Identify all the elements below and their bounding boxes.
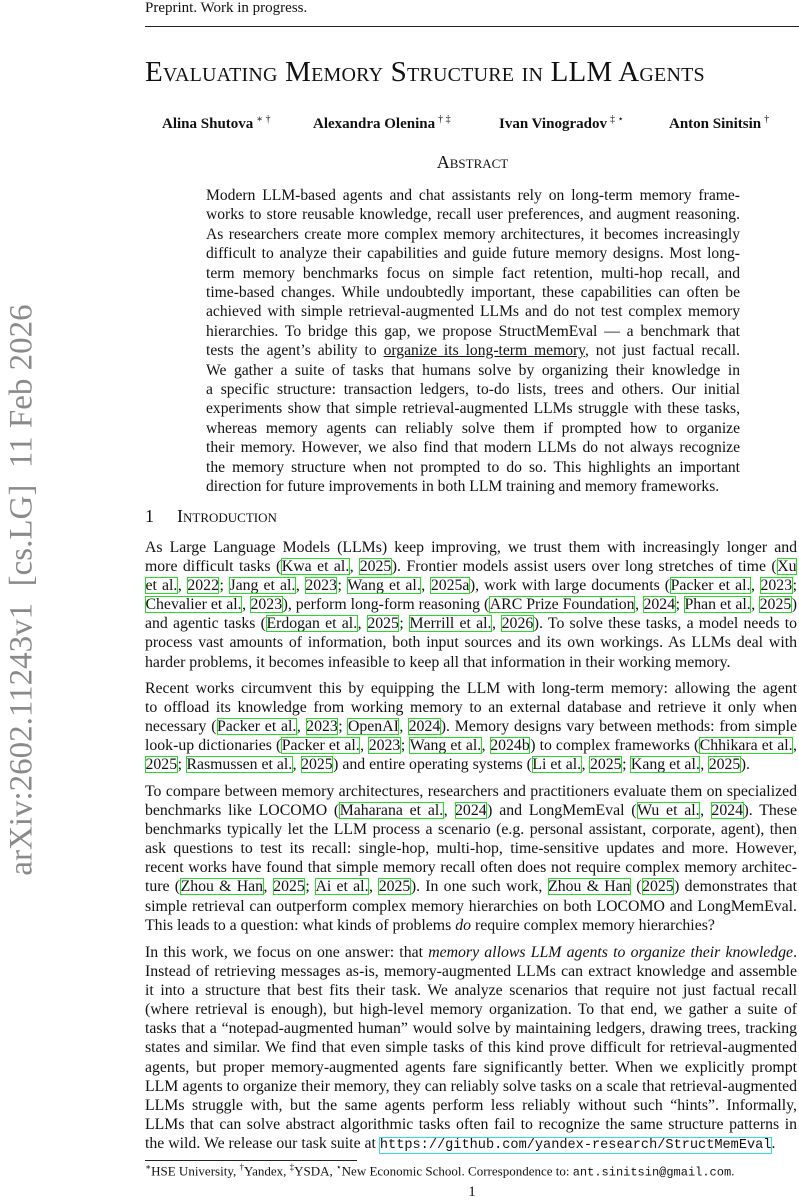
arxiv-identifier-stamp: arXiv:2602.11243v1 [cs.LG] 11 Feb 2026 (3, 304, 40, 876)
text-run: In this work, we focus on one answer: that (145, 944, 429, 961)
citation-link[interactable]: Wu et al. (637, 802, 700, 820)
author-name: Alina Shutova (162, 116, 254, 132)
text-run: , (700, 756, 709, 774)
text-run: , (349, 558, 360, 576)
citation-link[interactable]: 2026 (501, 615, 534, 633)
citation-link[interactable]: 2024 (408, 718, 441, 736)
citation-link[interactable]: 2023 (760, 577, 793, 595)
citation-link[interactable]: 2025 (359, 558, 392, 576)
intro-paragraph (145, 538, 797, 672)
citation-link[interactable]: 2024 (711, 802, 744, 820)
text-run: , (635, 596, 643, 614)
text-run: , (296, 718, 306, 736)
text-run: , (263, 878, 273, 896)
citation-link[interactable]: 2025 (367, 615, 399, 633)
text-line (206, 361, 740, 380)
text-run: require complex memory hierarchies? (471, 916, 715, 934)
author-name: Alexandra Olenina (313, 116, 436, 132)
citation-link[interactable]: 2025 (589, 756, 622, 774)
text-line (145, 897, 797, 916)
text-line (206, 283, 740, 302)
text-line (145, 1058, 797, 1077)
author (162, 114, 271, 133)
footnote-end: . (731, 1163, 735, 1179)
text-line (206, 322, 740, 341)
footnote-mark: † (239, 1162, 244, 1172)
text-line (145, 679, 797, 698)
text-run: ), work with large documents ( (469, 577, 671, 595)
text-line (206, 341, 740, 360)
text-run: , (295, 577, 305, 595)
text-run: Modern LLM-based agents and chat assistants rely on long-term memory frame- (206, 187, 740, 204)
text-line (145, 1019, 797, 1038)
footnote-mark: ⋆ (336, 1162, 342, 1172)
text-run: and agentic tasks ( (145, 615, 266, 633)
footnote-rule (145, 1160, 357, 1161)
text-run: ( (631, 878, 642, 896)
citation-link[interactable]: 2023 (306, 718, 338, 736)
citation-link[interactable]: Zhou & Han (180, 878, 264, 896)
text-run: . (793, 944, 798, 961)
text-run: , (751, 596, 760, 614)
text-run: ; (337, 577, 347, 595)
text-run: LLMs that can solve abstract algorithmic tasks often fail to recognize the same structure patterns in (145, 1115, 797, 1133)
section-heading (145, 506, 277, 527)
text-run: ). In one such work, (410, 878, 548, 896)
text-line (206, 399, 740, 418)
text-run: direction for future improvements in both LLM training and memory frameworks. (206, 478, 720, 496)
text-line (206, 380, 740, 399)
citation-link[interactable]: 2025 (145, 756, 178, 774)
abstract-body (206, 186, 740, 497)
text-run: This leads to a question: what kinds of problems (145, 916, 456, 934)
text-run: ask questions to test its recall: single-hop, multi-hop, time-sensitive updates and more. However, (145, 840, 797, 858)
text-line (206, 419, 740, 438)
citation-link[interactable]: Wang et al. (409, 737, 482, 755)
text-run: ) and LongMemEval ( (487, 802, 637, 820)
citation-link[interactable]: Merrill et al. (409, 615, 492, 633)
citation-link[interactable]: Rasmussen et al. (186, 756, 293, 774)
text-run: , (443, 802, 455, 820)
text-line (145, 576, 797, 595)
citation-link[interactable]: Chhikara et al. (699, 737, 793, 755)
citation-link[interactable]: ARC Prize Foundation (489, 596, 635, 614)
author-affiliation-marks: ∗ † (256, 114, 271, 125)
text-run: tasks that a “notepad-augmented human” would solve by maintaining ledgers, drawing trees, tracking (145, 1020, 797, 1038)
citation-link[interactable]: 2025 (642, 878, 674, 896)
text-run: ; (675, 596, 684, 614)
citation-link[interactable]: 2025a (430, 577, 470, 595)
text-run: , (581, 756, 590, 774)
citation-link[interactable]: 2024b (490, 737, 530, 755)
text-run: , (292, 756, 301, 774)
page-number: 1 (468, 1184, 476, 1200)
citation-link[interactable]: 2024 (455, 802, 487, 820)
text-run: it into a structure that best fits their task. We analyze scenarios that require not just factual recall (145, 982, 797, 1000)
text-run: , (481, 737, 490, 755)
citation-link[interactable]: 2025 (301, 756, 333, 774)
citation-link[interactable]: Erdogan et al. (266, 615, 358, 633)
text-run: , (793, 737, 797, 755)
text-line (145, 1000, 797, 1019)
text-run: process vast amounts of information, both input sources and its own workings. As LLMs deal with (145, 634, 797, 652)
text-run: , (360, 737, 369, 755)
text-run: , (242, 596, 250, 614)
citation-link[interactable]: Kang et al. (630, 756, 700, 774)
text-run: , (177, 577, 187, 595)
text-run: harder problems, it becomes infeasible to keep all that information in their working memory. (145, 653, 731, 671)
affiliation: New Economic School. Correspondence to: (341, 1163, 573, 1179)
citation-link[interactable]: Phan et al. (684, 596, 751, 614)
text-line (145, 736, 797, 755)
text-run: (where retrieval is enough), but high-level memory organization. To that end, we gather a suite of (145, 1001, 797, 1019)
text-line (145, 820, 797, 839)
text-run: ) (791, 596, 797, 614)
emphasis-text: do (455, 916, 471, 934)
author (669, 114, 769, 133)
text-run: benchmarks like LOCOMO ( (145, 802, 340, 820)
text-run: , (369, 878, 379, 896)
text-run: ; (622, 756, 631, 774)
text-run: term memory benchmarks focus on simple fact retention, multi-hop recall, and (206, 264, 740, 282)
footnote-mark: ‡ (289, 1162, 295, 1172)
affiliation: Yandex, (243, 1163, 290, 1179)
citation-link[interactable]: 2023 (250, 596, 283, 614)
author-name: Anton Sinitsin (669, 116, 762, 132)
text-line (145, 943, 797, 962)
text-run: Recent works circumvent this by equipping the LLM with long-term memory: allowing the agent (145, 680, 797, 697)
text-line (145, 981, 797, 1000)
citation-link[interactable]: Packer et al. (670, 577, 751, 595)
text-run: hierarchies. To bridge this gap, we propose StructMemEval — a benchmark that (206, 322, 740, 340)
section-number: 1 (145, 506, 154, 526)
citation-link[interactable]: 2023 (305, 577, 337, 595)
text-run: LLMs struggle with, but the same agents perform less reliably without such “hints”. Informally, (145, 1096, 797, 1114)
text-run: to offload its knowledge from working memory to an external database and retrieve it only when (145, 699, 797, 717)
text-line (145, 595, 797, 614)
text-run: , (399, 718, 409, 736)
author-affiliation-marks: ‡ ⋆ (609, 114, 624, 125)
citation-link[interactable]: Packer et al. (281, 737, 360, 755)
text-run: achieved with simple retrieval-augmented LLMs and do not test complex memory (206, 303, 740, 321)
text-line (206, 225, 740, 244)
citation-link[interactable]: 2025 (273, 878, 305, 896)
text-run: ). Frontier models assist users over long stretches of time ( (391, 558, 777, 576)
text-run: whereas memory agents can reliably solve them if prompted how to organize (206, 419, 740, 437)
text-line (145, 1115, 797, 1134)
underlined-text: organize its long-term memory (383, 342, 585, 360)
text-line (145, 538, 797, 557)
citation-link[interactable]: Li et al. (532, 756, 582, 774)
text-line (145, 801, 797, 820)
citation-link[interactable]: et al. (145, 577, 178, 595)
text-run: look-up dictionaries ( (145, 737, 282, 755)
abstract-heading: Abstract (436, 152, 509, 172)
affiliation: HSE University, (151, 1163, 240, 1179)
text-run: the wild. We release our task suite at (145, 1134, 380, 1152)
text-line (145, 633, 797, 652)
text-line (145, 614, 797, 633)
text-run: ; (792, 577, 797, 595)
text-run: experiments show that simple retrieval-augmented LLMs struggle with these tasks, (206, 400, 740, 418)
citation-link[interactable]: OpenAI (347, 718, 399, 736)
text-line (206, 205, 740, 224)
text-line (206, 477, 740, 496)
text-run: , (750, 577, 760, 595)
text-line (206, 264, 740, 283)
citation-link[interactable]: 2025 (708, 756, 741, 774)
text-run: As researchers create more complex memory architectures, it becomes increasingly (206, 225, 740, 243)
citation-link[interactable]: 2024 (643, 596, 676, 614)
text-line (145, 717, 797, 736)
text-run: ). Memory designs vary between methods: from simple (440, 718, 797, 736)
text-run: ture ( (145, 878, 181, 896)
text-run: difficult to analyze their capabilities and guide future memory designs. Most long- (206, 245, 740, 263)
text-line (145, 782, 797, 801)
footnote-mark: ∗ (145, 1162, 152, 1172)
citation-link[interactable]: Packer et al. (217, 718, 297, 736)
text-run: . (771, 1134, 776, 1152)
text-run: works to store reusable knowledge, recall user preferences, and augment reasoning. (206, 206, 740, 224)
text-run: To compare between memory architectures, researchers and practitioners evaluate them on specialized (145, 783, 797, 800)
text-line (145, 877, 797, 896)
text-run: time-based changes. While undoubtedly important, these capabilities can often be (206, 284, 740, 302)
citation-link[interactable]: 2022 (187, 577, 219, 595)
correspondence-email[interactable]: ant.sinitsin@gmail.com (572, 1165, 732, 1180)
citation-link[interactable]: Maharana et al. (339, 802, 444, 820)
affiliation: YSDA, (294, 1163, 337, 1179)
text-run: ; (338, 718, 348, 736)
text-run: ; (400, 737, 410, 755)
text-run: tests the agent’s ability to (206, 342, 384, 360)
citation-link[interactable]: Zhou & Han (548, 878, 631, 896)
text-line (145, 916, 797, 935)
citation-link[interactable]: Kwa et al. (281, 558, 350, 576)
text-run: states and similar. We find that even simple tasks of this kind prove difficult for retrieval-augmented (145, 1039, 797, 1057)
running-head: Preprint. Work in progress. (145, 0, 308, 16)
citation-link[interactable]: Wang et al. (347, 577, 421, 595)
emphasis-text: memory allows LLM agents to organize their knowledge (428, 944, 794, 961)
author-affiliation-marks: † (764, 114, 770, 125)
text-run: ). These (743, 802, 797, 820)
text-run: ) and entire operating systems ( (333, 756, 532, 774)
text-run: their memory. However, we also find that modern LLMs do not always recognize (206, 439, 740, 457)
text-run: , (421, 577, 431, 595)
author-affiliation-marks: † ‡ (438, 114, 451, 125)
text-line (145, 839, 797, 858)
text-line (206, 458, 740, 477)
text-line (145, 557, 797, 576)
text-line (206, 438, 740, 457)
text-run: LLM agents to organize their memory, they can reliably solve tasks on a scale that retrieval-augmented (145, 1077, 797, 1095)
citation-link[interactable]: Xu (777, 558, 797, 576)
text-run: simple retrieval can outperform complex memory hierarchies on both LOCOMO and LongMemEval. (145, 897, 797, 915)
text-run: ). (740, 756, 751, 774)
citation-link[interactable]: 2023 (368, 737, 401, 755)
text-line (145, 653, 797, 672)
text-line (145, 1134, 797, 1155)
text-run: agents, but proper memory-augmented agents fare significantly better. When we explicitly prompt (145, 1058, 797, 1076)
citation-link[interactable]: 2025 (378, 878, 411, 896)
intro-paragraph (145, 782, 797, 935)
citation-link[interactable]: Ai et al. (315, 878, 369, 896)
text-run: , (491, 615, 502, 633)
header-rule (145, 26, 799, 27)
text-run: recent works have found that simple memory recall often does not require complex memory architec- (145, 859, 797, 877)
text-run: We gather a suite of tasks that humans solve by organizing their knowledge in (206, 361, 740, 379)
text-line (206, 244, 740, 263)
paper-title: Evaluating Memory Structure in LLM Agents (145, 56, 705, 88)
text-run: ; (219, 577, 229, 595)
intro-paragraph (145, 679, 797, 774)
citation-link[interactable]: 2025 (759, 596, 792, 614)
section-title: Introduction (177, 506, 277, 526)
text-run: necessary ( (145, 718, 217, 736)
text-line (206, 302, 740, 321)
text-run: more difficult tasks ( (145, 558, 282, 576)
text-run: ) demonstrates that (674, 878, 797, 896)
text-run: ). To solve these tasks, a model needs to (533, 615, 797, 633)
text-run: ; (177, 756, 186, 774)
text-run: , (700, 802, 711, 820)
text-run: , not just factual recall. (584, 342, 740, 360)
intro-paragraph (145, 943, 797, 1155)
text-line (145, 698, 797, 717)
text-run: ; (305, 878, 315, 896)
text-line (145, 1038, 797, 1057)
text-run: , (357, 615, 367, 633)
text-line (206, 186, 740, 205)
text-run: As Large Language Models (LLMs) keep improving, we trust them with increasingly longer and (145, 539, 797, 556)
author (313, 114, 451, 133)
author (499, 114, 624, 133)
text-run: ), perform long-form reasoning ( (282, 596, 490, 614)
text-line (145, 755, 797, 774)
repository-url-link[interactable]: https://github.com/yandex-research/StructMemEval (379, 1137, 772, 1153)
text-line (145, 962, 797, 981)
text-line (145, 1096, 797, 1115)
text-run: a specific structure: transaction ledgers, to-do lists, trees and others. Our initial (206, 381, 740, 399)
text-run: Instead of retrieving messages as-is, memory-augmented LLMs can extract knowledge and assemble (145, 963, 797, 981)
author-name: Ivan Vinogradov (499, 116, 607, 132)
text-line (145, 858, 797, 877)
citation-link[interactable]: Chevalier et al. (145, 596, 242, 614)
footnote (145, 1162, 734, 1179)
text-run: the memory structure when not prompted to do so. This highlights an important (206, 458, 740, 476)
text-run: ; (399, 615, 410, 633)
citation-link[interactable]: Jang et al. (229, 577, 296, 595)
text-run: benchmarks typically let the LLM process a scenario (e.g. personal assistant, corporate, agent), then (145, 821, 797, 839)
text-run: ) to complex frameworks ( (530, 737, 700, 755)
text-line (145, 1077, 797, 1096)
